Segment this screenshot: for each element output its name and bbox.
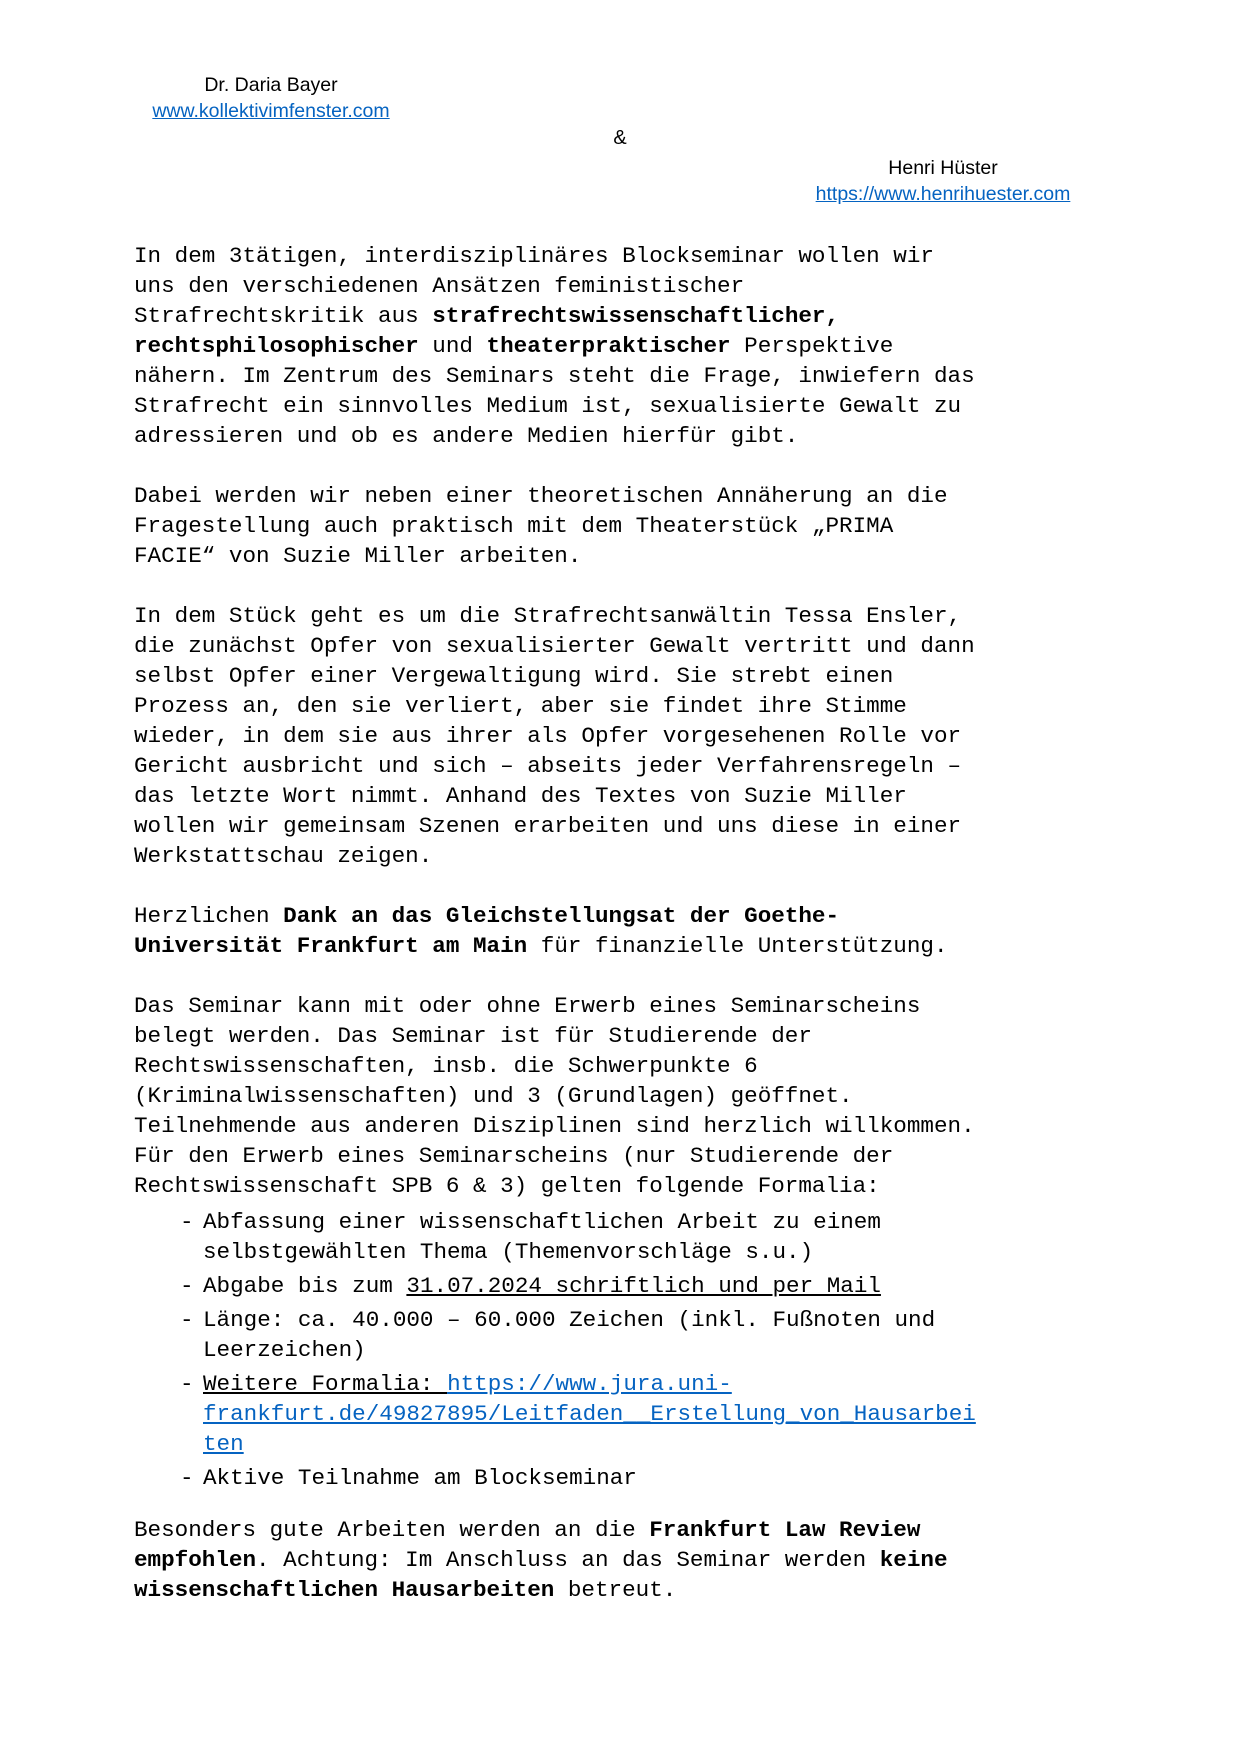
text-segment: theaterpraktischer bbox=[486, 333, 731, 359]
document-body bbox=[134, 241, 1014, 1605]
text-segment: und bbox=[418, 333, 487, 359]
text-segment: wieder, in dem sie aus ihrer als Opfer vorgesehenen Rolle vor bbox=[134, 723, 962, 749]
text-line bbox=[134, 1545, 1014, 1575]
text-segment: In dem 3tätigen, interdisziplinäres Blockseminar wollen wir bbox=[134, 243, 934, 269]
text-segment: wollen wir gemeinsam Szenen erarbeiten und uns diese in einer bbox=[134, 813, 962, 839]
text-segment: strafrechtswissenschaftlicher, bbox=[432, 303, 840, 329]
list-bullet: - bbox=[180, 1209, 194, 1235]
list-item bbox=[134, 1305, 1014, 1365]
text-line bbox=[134, 1081, 1014, 1111]
text-line bbox=[203, 1271, 1014, 1301]
text-line bbox=[134, 631, 1014, 661]
text-line bbox=[203, 1305, 1014, 1335]
text-segment: Universität Frankfurt am Main bbox=[134, 933, 528, 959]
author-left-block bbox=[148, 73, 394, 124]
text-line bbox=[134, 1575, 1014, 1605]
text-line bbox=[203, 1463, 1014, 1493]
text-segment: FACIE“ von Suzie Miller arbeiten. bbox=[134, 543, 582, 569]
text-segment: Perspektive bbox=[730, 333, 894, 359]
text-segment: Länge: ca. 40.000 – 60.000 Zeichen (inkl. Fußnoten und bbox=[203, 1307, 936, 1333]
text-segment: Leerzeichen) bbox=[203, 1337, 366, 1363]
text-line bbox=[134, 361, 1014, 391]
text-segment: Frankfurt Law Review bbox=[649, 1517, 921, 1543]
text-line bbox=[134, 421, 1014, 451]
text-segment: Herzlichen bbox=[134, 903, 284, 929]
hyperlink[interactable]: ten bbox=[203, 1431, 244, 1457]
text-segment: Gericht ausbricht und sich – abseits jeder Verfahrensregeln – bbox=[134, 753, 962, 779]
text-segment: Für den Erwerb eines Seminarscheins (nur Studierende der bbox=[134, 1143, 894, 1169]
author2-name: Henri Hüster bbox=[888, 157, 998, 179]
text-segment: Dank an das Gleichstellungsat der Goethe- bbox=[283, 903, 840, 929]
author1-link[interactable]: www.kollektivimfenster.com bbox=[152, 100, 390, 122]
text-segment: nähern. Im Zentrum des Seminars steht die Frage, inwiefern das bbox=[134, 363, 975, 389]
text-line bbox=[203, 1399, 1014, 1429]
text-segment: Abfassung einer wissenschaftlichen Arbeit zu einem bbox=[203, 1209, 881, 1235]
text-line bbox=[203, 1207, 1014, 1237]
text-segment: uns den verschiedenen Ansätzen feministischer bbox=[134, 273, 745, 299]
text-segment: belegt werden. Das Seminar ist für Studierende der bbox=[134, 1023, 812, 1049]
text-line bbox=[134, 601, 1014, 631]
text-segment: (Kriminalwissenschaften) und 3 (Grundlagen) geöffnet. bbox=[134, 1083, 853, 1109]
author1-name: Dr. Daria Bayer bbox=[204, 74, 338, 96]
text-segment: selbstgewählten Thema (Themenvorschläge s.u.) bbox=[203, 1239, 814, 1265]
text-line bbox=[134, 241, 1014, 271]
text-line bbox=[134, 751, 1014, 781]
paragraph bbox=[134, 991, 1014, 1201]
text-segment: wissenschaftlichen Hausarbeiten bbox=[134, 1577, 555, 1603]
text-line bbox=[203, 1429, 1014, 1459]
text-segment: Weitere Formalia: bbox=[203, 1371, 448, 1397]
list-bullet: - bbox=[180, 1465, 194, 1491]
text-segment: Strafrechtskritik aus bbox=[134, 303, 433, 329]
text-line bbox=[134, 301, 1014, 331]
bullet-list bbox=[134, 1207, 1014, 1493]
text-line bbox=[134, 1141, 1014, 1171]
text-segment: adressieren und ob es andere Medien hierfür gibt. bbox=[134, 423, 799, 449]
text-line bbox=[134, 781, 1014, 811]
text-segment: Prozess an, den sie verliert, aber sie findet ihre Stimme bbox=[134, 693, 907, 719]
text-line bbox=[134, 931, 1014, 961]
text-segment: für finanzielle Unterstützung. bbox=[527, 933, 948, 959]
list-item bbox=[134, 1463, 1014, 1493]
ampersand-separator: & bbox=[613, 127, 627, 149]
list-item bbox=[134, 1207, 1014, 1267]
text-line bbox=[203, 1369, 1014, 1399]
text-line bbox=[134, 1111, 1014, 1141]
text-segment: Teilnehmende aus anderen Disziplinen sind herzlich willkommen. bbox=[134, 1113, 975, 1139]
list-bullet: - bbox=[180, 1307, 194, 1333]
list-bullet: - bbox=[180, 1273, 194, 1299]
author2-link[interactable]: https://www.henrihuester.com bbox=[815, 183, 1071, 205]
text-segment: selbst Opfer einer Vergewaltigung wird. Sie strebt einen bbox=[134, 663, 894, 689]
paragraph bbox=[134, 241, 1014, 451]
text-line bbox=[134, 901, 1014, 931]
text-segment: Rechtswissenschaft SPB 6 & 3) gelten folgende Formalia: bbox=[134, 1173, 880, 1199]
text-segment: empfohlen bbox=[134, 1547, 257, 1573]
text-line bbox=[134, 811, 1014, 841]
text-segment: 31.07.2024 schriftlich und per Mail bbox=[406, 1273, 881, 1299]
text-line bbox=[134, 391, 1014, 421]
text-line bbox=[134, 271, 1014, 301]
text-segment: . Achtung: Im Anschluss an das Seminar werden bbox=[256, 1547, 880, 1573]
text-line bbox=[203, 1335, 1014, 1365]
paragraph bbox=[134, 601, 1014, 871]
text-segment: die zunächst Opfer von sexualisierter Gewalt vertritt und dann bbox=[134, 633, 975, 659]
text-line bbox=[134, 511, 1014, 541]
text-segment: Besonders gute Arbeiten werden an die bbox=[134, 1517, 650, 1543]
text-line bbox=[134, 1021, 1014, 1051]
text-line bbox=[134, 541, 1014, 571]
text-line bbox=[134, 481, 1014, 511]
hyperlink[interactable]: frankfurt.de/49827895/Leitfaden__Erstellung_von_Hausarbei bbox=[203, 1401, 976, 1427]
list-bullet: - bbox=[180, 1371, 194, 1397]
text-line bbox=[134, 691, 1014, 721]
text-line bbox=[134, 841, 1014, 871]
hyperlink[interactable]: https://www.jura.uni- bbox=[447, 1371, 732, 1397]
text-line bbox=[134, 721, 1014, 751]
list-item bbox=[134, 1271, 1014, 1301]
text-line bbox=[134, 1051, 1014, 1081]
text-segment: keine bbox=[879, 1547, 948, 1573]
text-line bbox=[134, 991, 1014, 1021]
text-segment: Rechtswissenschaften, insb. die Schwerpunkte 6 bbox=[134, 1053, 758, 1079]
list-item bbox=[134, 1369, 1014, 1459]
text-segment: Aktive Teilnahme am Blockseminar bbox=[203, 1465, 637, 1491]
text-segment: rechtsphilosophischer bbox=[134, 333, 419, 359]
paragraph bbox=[134, 481, 1014, 571]
paragraph bbox=[134, 901, 1014, 961]
paragraph bbox=[134, 1515, 1014, 1605]
text-segment: das letzte Wort nimmt. Anhand des Textes von Suzie Miller bbox=[134, 783, 907, 809]
text-segment: Strafrecht ein sinnvolles Medium ist, sexualisierte Gewalt zu bbox=[134, 393, 962, 419]
text-segment: Werkstattschau zeigen. bbox=[134, 843, 433, 869]
author-right-block bbox=[812, 156, 1074, 207]
text-line bbox=[134, 331, 1014, 361]
text-segment: betreut. bbox=[554, 1577, 677, 1603]
text-segment: Fragestellung auch praktisch mit dem Theaterstück „PRIMA bbox=[134, 513, 894, 539]
text-segment: Das Seminar kann mit oder ohne Erwerb eines Seminarscheins bbox=[134, 993, 921, 1019]
text-line bbox=[134, 1515, 1014, 1545]
text-line bbox=[203, 1237, 1014, 1267]
text-line bbox=[134, 1171, 1014, 1201]
text-line bbox=[134, 661, 1014, 691]
text-segment: Dabei werden wir neben einer theoretischen Annäherung an die bbox=[134, 483, 948, 509]
text-segment: Abgabe bis zum bbox=[203, 1273, 407, 1299]
text-segment: In dem Stück geht es um die Strafrechtsanwältin Tessa Ensler, bbox=[134, 603, 962, 629]
